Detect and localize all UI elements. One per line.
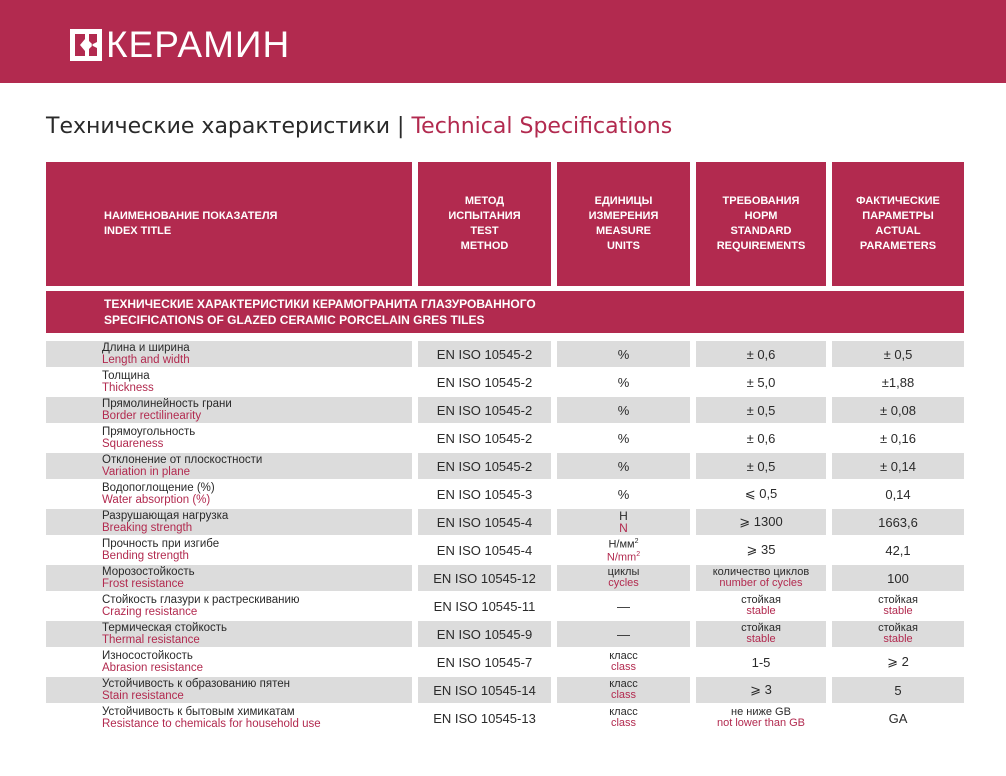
actual-en: stable	[883, 605, 913, 617]
unit-en: N/mm	[606, 551, 637, 564]
unit-ru: циклы	[607, 566, 640, 578]
brand-logo	[70, 24, 291, 65]
method-cell: EN ISO 10545-13	[433, 710, 536, 726]
standard-en: stable	[746, 605, 776, 617]
table-row	[46, 537, 964, 563]
method-cell: EN ISO 10545-2	[418, 453, 551, 479]
unit-ru: класс	[609, 678, 638, 690]
header-actual-line: ACTUAL	[875, 225, 921, 237]
keramin-logo-icon	[70, 29, 102, 61]
method-cell: EN ISO 10545-2	[436, 374, 533, 390]
method-cell: EN ISO 10545-12	[418, 565, 551, 591]
unit-exponent: 2	[636, 551, 641, 558]
unit-en: class	[610, 661, 637, 673]
header-test-method-line: МЕТОД	[464, 195, 505, 207]
index-en: Bending strength	[102, 550, 189, 562]
unit-cell: %	[557, 453, 690, 479]
index-en: Variation in plane	[102, 466, 191, 478]
index-cell	[46, 593, 412, 619]
header-actual-line: ФАКТИЧЕСКИЕ	[856, 195, 940, 207]
header-measure-units-line: UNITS	[606, 240, 640, 252]
header-standard-requirements	[696, 162, 826, 286]
actual-cell: GA	[888, 710, 908, 726]
method-cell: EN ISO 10545-11	[433, 598, 536, 614]
method-cell: EN ISO 10545-3	[436, 486, 533, 502]
standard-cell: 1-5	[751, 654, 771, 670]
index-ru: Толщина	[102, 370, 150, 382]
unit-cell	[557, 509, 690, 535]
index-en: Water absorption (%)	[102, 494, 211, 506]
unit-ru: класс	[609, 650, 638, 662]
index-en: Thermal resistance	[102, 634, 200, 646]
standard-cell: ⩾ 1300	[696, 509, 826, 535]
header-test-method-line: TEST	[470, 225, 499, 237]
index-en: Squareness	[102, 438, 164, 450]
unit-cell	[557, 537, 690, 563]
brand-header	[0, 0, 1006, 83]
standard-cell: ⩽ 0,5	[744, 486, 778, 501]
standard-ru: стойкая	[741, 594, 781, 606]
standard-en: number of cycles	[719, 577, 803, 589]
method-cell: EN ISO 10545-2	[418, 397, 551, 423]
method-cell: EN ISO 10545-4	[418, 509, 551, 535]
page-title	[46, 114, 672, 139]
header-actual-parameters	[832, 162, 964, 286]
unit-cell: %	[617, 486, 630, 502]
header-test-method	[418, 162, 551, 286]
section-title-en: SPECIFICATIONS OF GLAZED CERAMIC PORCELAIN GRES TILES	[104, 313, 485, 327]
index-en: Resistance to chemicals for household use	[102, 718, 321, 730]
table-row	[46, 565, 964, 591]
unit-cell: %	[557, 397, 690, 423]
method-cell: EN ISO 10545-4	[436, 542, 533, 558]
standard-cell	[696, 565, 826, 591]
brand-name: КЕРАМИН	[106, 24, 291, 65]
index-en: Breaking strength	[102, 522, 193, 534]
header-standard-line: REQUIREMENTS	[716, 240, 806, 252]
standard-cell: ⩾ 3	[696, 677, 826, 703]
index-en: Length and width	[102, 354, 190, 366]
header-index-title-ru: НАИМЕНОВАНИЕ ПОКАЗАТЕЛЯ	[104, 210, 278, 222]
method-cell: EN ISO 10545-9	[418, 621, 551, 647]
section-title-ru: ТЕХНИЧЕСКИЕ ХАРАКТЕРИСТИКИ КЕРАМОГРАНИТА ГЛАЗУРОВАННОГО	[104, 297, 536, 311]
header-actual-line: ПАРАМЕТРЫ	[862, 210, 934, 222]
actual-cell: 42,1	[885, 542, 911, 558]
method-cell: EN ISO 10545-7	[436, 654, 533, 670]
index-cell	[46, 565, 412, 591]
table-row	[46, 425, 964, 451]
index-ru: Термическая стойкость	[102, 622, 228, 634]
unit-cell: %	[617, 374, 630, 390]
unit-cell	[557, 705, 690, 731]
table-row	[46, 621, 964, 647]
unit-cell	[557, 677, 690, 703]
table-row	[46, 369, 964, 395]
title-ru: Технические характеристики	[46, 114, 391, 139]
index-ru: Морозостойкость	[102, 566, 195, 578]
header-standard-line: НОРМ	[744, 210, 778, 222]
index-ru: Прочность при изгибе	[102, 538, 220, 550]
unit-exponent: 2	[634, 538, 639, 546]
table-row	[46, 509, 964, 535]
index-en: Abrasion resistance	[102, 662, 203, 674]
index-ru: Отклонение от плоскостности	[102, 454, 263, 466]
header-test-method-line: METHOD	[460, 240, 509, 252]
standard-cell: ± 0,5	[696, 453, 826, 479]
index-cell	[46, 705, 412, 731]
table-row	[46, 593, 964, 619]
section-title	[46, 291, 964, 333]
index-en: Thickness	[102, 382, 154, 394]
method-cell: EN ISO 10545-2	[418, 341, 551, 367]
index-ru: Разрушающая нагрузка	[102, 510, 229, 522]
index-ru: Прямоугольность	[102, 426, 196, 438]
index-cell	[46, 509, 412, 535]
index-cell	[46, 481, 412, 507]
unit-cell: %	[617, 430, 630, 446]
unit-cell: —	[557, 621, 690, 647]
standard-cell: ± 5,0	[746, 374, 776, 390]
table-row	[46, 677, 964, 703]
standard-cell	[696, 593, 826, 619]
title-separator: |	[390, 114, 412, 139]
actual-cell: 1663,6	[832, 509, 964, 535]
header-test-method-line: ИСПЫТАНИЯ	[448, 210, 521, 222]
actual-cell: 5	[832, 677, 964, 703]
header-index-title-en: INDEX TITLE	[104, 225, 172, 237]
unit-ru: Н/мм	[608, 539, 635, 551]
title-en: Technical Specifications	[411, 114, 673, 139]
actual-cell: 0,14	[885, 486, 911, 502]
index-ru: Прямолинейность грани	[102, 398, 232, 410]
index-cell	[46, 425, 412, 451]
actual-ru: стойкая	[878, 594, 918, 606]
index-ru: Износостойкость	[102, 650, 193, 662]
method-cell: EN ISO 10545-2	[436, 430, 533, 446]
unit-cell	[557, 649, 690, 675]
method-cell: EN ISO 10545-14	[418, 677, 551, 703]
standard-cell	[696, 705, 826, 731]
actual-cell: ± 0,14	[832, 453, 964, 479]
unit-cell: —	[617, 598, 630, 614]
actual-cell: 100	[832, 565, 964, 591]
standard-cell: ± 0,6	[746, 430, 776, 446]
index-cell	[46, 537, 412, 563]
standard-ru: стойкая	[741, 622, 781, 634]
standard-en: stable	[746, 633, 776, 645]
index-ru: Устойчивость к бытовым химикатам	[102, 706, 295, 718]
actual-cell: ±1,88	[881, 374, 915, 390]
index-en: Frost resistance	[102, 578, 184, 590]
header-standard-line: ТРЕБОВАНИЯ	[722, 195, 800, 207]
table-row	[46, 649, 964, 675]
table-row	[46, 481, 964, 507]
index-cell	[46, 621, 412, 647]
table-row	[46, 453, 964, 479]
index-cell	[46, 677, 412, 703]
actual-cell	[832, 621, 964, 647]
actual-cell: ± 0,5	[832, 341, 964, 367]
index-cell	[46, 369, 412, 395]
index-en: Border rectilinearity	[102, 410, 202, 422]
unit-en: class	[610, 717, 637, 729]
index-en: Stain resistance	[102, 690, 184, 702]
unit-en: N	[619, 521, 628, 535]
unit-en: class	[610, 689, 637, 701]
standard-en: not lower than GB	[716, 717, 806, 729]
index-ru: Устойчивость к образованию пятен	[102, 678, 290, 690]
actual-cell: ± 0,08	[832, 397, 964, 423]
header-index-title	[46, 162, 412, 286]
header-standard-line: STANDARD	[730, 225, 792, 237]
index-ru: Водопоглощение (%)	[102, 482, 215, 494]
unit-ru: Н	[619, 509, 628, 523]
index-cell	[46, 649, 412, 675]
index-ru: Длина и ширина	[102, 342, 190, 354]
standard-cell: ± 0,5	[696, 397, 826, 423]
actual-en: stable	[883, 633, 913, 645]
table-row	[46, 705, 964, 731]
index-cell	[46, 341, 412, 367]
index-cell	[46, 453, 412, 479]
header-measure-units-line: ЕДИНИЦЫ	[594, 195, 653, 207]
standard-ru: количество циклов	[712, 566, 810, 578]
header-measure-units-line: ИЗМЕРЕНИЯ	[588, 210, 659, 222]
standard-cell: ± 0,6	[696, 341, 826, 367]
unit-en: cycles	[608, 577, 639, 589]
unit-cell	[557, 565, 690, 591]
header-measure-units	[557, 162, 690, 286]
actual-ru: стойкая	[878, 622, 918, 634]
table-row	[46, 397, 964, 423]
actual-cell: ⩾ 2	[887, 654, 909, 669]
standard-cell	[696, 621, 826, 647]
header-measure-units-line: MEASURE	[595, 225, 651, 237]
table-row	[46, 341, 964, 367]
header-actual-line: PARAMETERS	[859, 240, 937, 252]
standard-cell: ⩾ 35	[746, 542, 776, 557]
index-cell	[46, 397, 412, 423]
actual-cell	[832, 593, 964, 619]
standard-ru: не ниже GB	[731, 706, 791, 718]
unit-ru: класс	[609, 706, 638, 718]
index-en: Crazing resistance	[102, 606, 198, 618]
actual-cell: ± 0,16	[879, 430, 917, 446]
unit-cell: %	[557, 341, 690, 367]
index-ru: Стойкость глазури к растрескиванию	[102, 594, 300, 606]
